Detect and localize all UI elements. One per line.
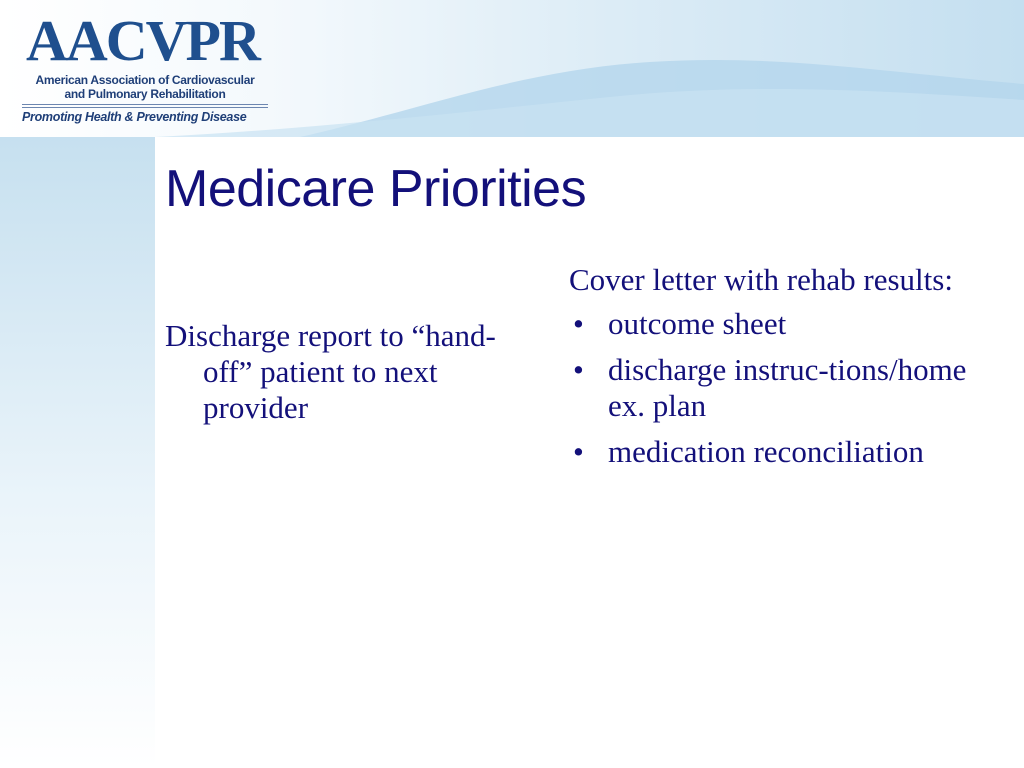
bullet-list	[569, 306, 989, 470]
bullet-icon: •	[573, 434, 584, 469]
logo-org-line-2: and Pulmonary Rehabilitation	[64, 87, 226, 101]
left-column	[165, 318, 525, 426]
logo-wordmark: AACVPR	[26, 8, 259, 73]
bullet-text: medication reconciliation	[608, 434, 924, 469]
right-column-intro: Cover letter with rehab results:	[569, 262, 953, 297]
logo-tagline: Promoting Health & Preventing Disease	[22, 110, 247, 124]
logo-divider	[22, 104, 268, 105]
logo-divider	[22, 107, 268, 108]
bullet-item	[569, 306, 989, 342]
logo-org-line-1: American Association of Cardiovascular	[35, 73, 255, 87]
bullet-item	[569, 352, 989, 424]
bullet-icon: •	[573, 352, 584, 387]
left-column-text: Discharge report to “hand-off” patient to next provider	[165, 318, 496, 425]
slide-title: Medicare Priorities	[165, 160, 587, 218]
bullet-text: outcome sheet	[608, 306, 787, 341]
bullet-text: discharge instruc-tions/home ex. plan	[608, 352, 967, 423]
bullet-item	[569, 434, 989, 470]
bullet-icon: •	[573, 306, 584, 341]
right-column	[569, 262, 989, 480]
aacvpr-logo	[22, 10, 272, 128]
